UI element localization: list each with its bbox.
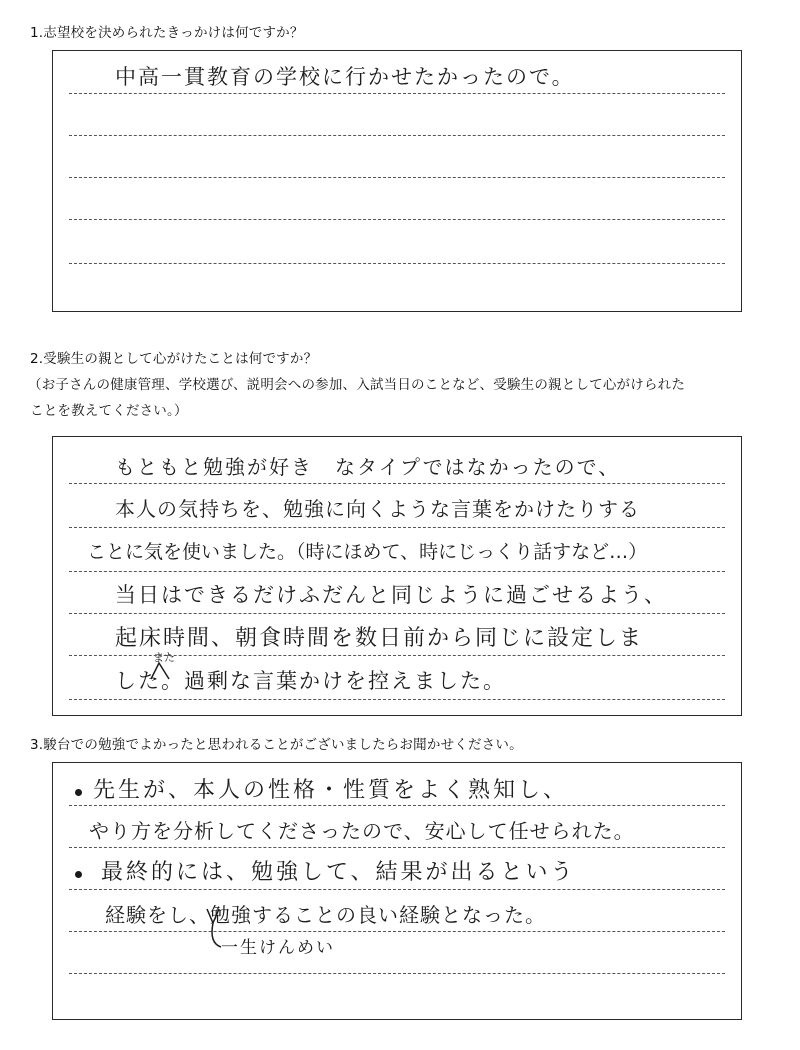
handwritten-answer-line: 起床時間、朝食時間を数日前から同じに設定しま xyxy=(115,626,644,651)
handwritten-answer-line: 最終的には、勉強して、結果が出るという xyxy=(101,860,576,885)
ruled-line xyxy=(69,889,725,890)
handwritten-answer-line: した。過剰な言葉かけを控えました。 xyxy=(115,669,506,693)
handwritten-answer-line: 先生が、本人の性格・性質をよく熟知し、 xyxy=(93,778,569,803)
question-2-note-line-2: ことを教えてください。） xyxy=(30,403,188,419)
ruled-line xyxy=(69,973,725,974)
ruled-line xyxy=(69,263,725,264)
bullet-mark xyxy=(75,871,82,878)
handwritten-answer-line: もともと勉強が好き なタイプではなかったので、 xyxy=(115,455,621,479)
ruled-line xyxy=(69,931,725,932)
answer-box-2 xyxy=(52,436,742,716)
ruled-line xyxy=(69,483,725,484)
bullet-mark xyxy=(75,789,82,796)
ruled-line xyxy=(69,805,725,806)
handwritten-answer-line: 経験をし、勉強することの良い経験となった。 xyxy=(105,903,546,927)
question-3-label: 3.駿台での勉強でよかったと思われることがございましたらお聞かせください。 xyxy=(30,737,523,753)
answer-box-1 xyxy=(52,50,742,312)
insert-caret-mark xyxy=(149,659,171,681)
handwritten-answer-line: 当日はできるだけふだんと同じように過ごせるよう、 xyxy=(115,583,667,607)
handwritten-answer-line: やり方を分析してくださったので、安心して任せられた。 xyxy=(89,819,635,843)
handwritten-insert-note: また xyxy=(153,651,175,664)
handwritten-insert-note: 一生けんめい xyxy=(221,938,335,958)
ruled-line xyxy=(69,613,725,614)
ruled-line xyxy=(69,699,725,700)
question-2-note-line-1: （お子さんの健康管理、学校選び、説明会への参加、入試当日のことなど、受験生の親として心がけられた xyxy=(28,377,686,393)
ruled-line xyxy=(69,571,725,572)
handwritten-answer-line: 本人の気持ちを、勉強に向くような言葉をかけたりする xyxy=(115,497,640,521)
question-1-label: 1.志望校を決められたきっかけは何ですか？ xyxy=(30,25,304,41)
ruled-line xyxy=(69,219,725,220)
ruled-line xyxy=(69,93,725,94)
ruled-line xyxy=(69,177,725,178)
handwritten-answer-line: ことに気を使いました。（時にほめて、時にじっくり話すなど…） xyxy=(87,541,648,563)
ruled-line xyxy=(69,847,725,848)
ruled-line xyxy=(69,135,725,136)
question-2-label: 2.受験生の親として心がけたことは何ですか？ xyxy=(30,351,318,367)
handwritten-answer-line: 中高一貫教育の学校に行かせたかったので。 xyxy=(115,65,575,89)
answer-box-3 xyxy=(52,762,742,1020)
ruled-line xyxy=(69,527,725,528)
